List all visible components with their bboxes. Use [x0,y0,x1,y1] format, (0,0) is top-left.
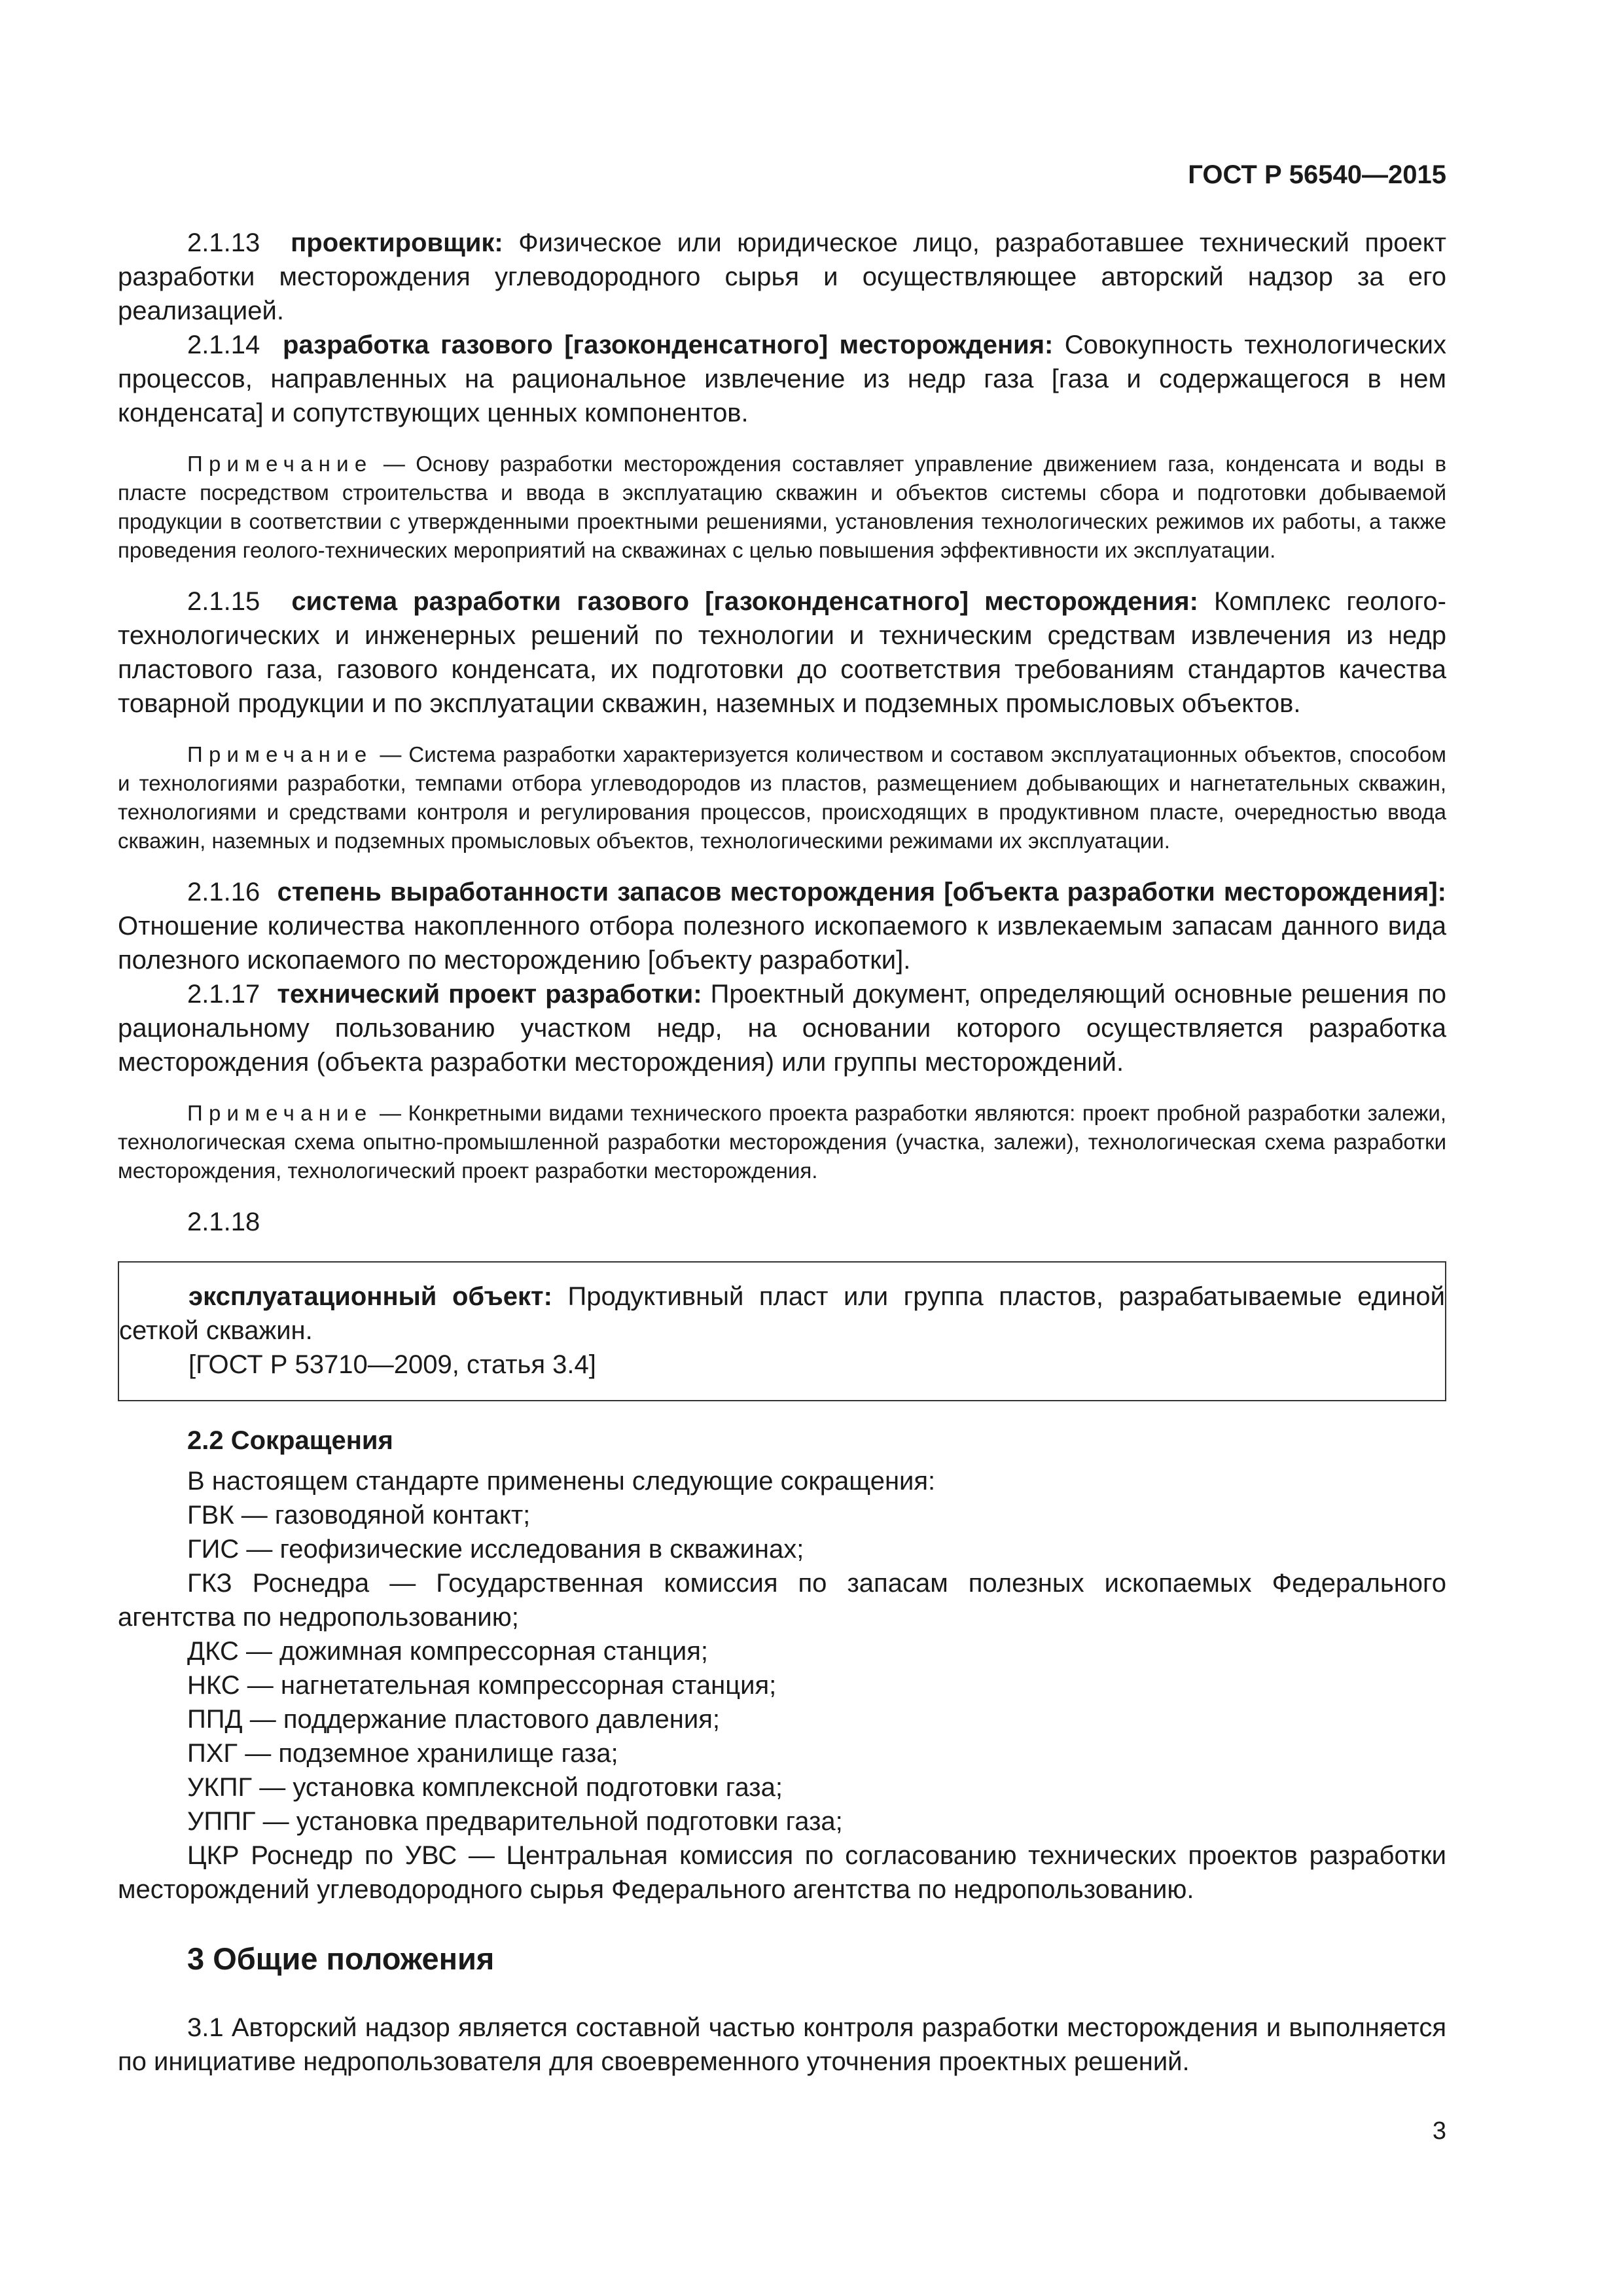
entry-term: эксплуатационный объект: [188,1282,552,1311]
entry-text: Продуктивный пласт или группа пластов, разрабатываемые единой сеткой скважин. [119,1282,1445,1345]
section-3-heading: 3 Общие положения [187,1941,495,1976]
abbreviation-item: ПХГ — подземное хранилище газа; [187,1739,618,1768]
note-label: Примечание [187,742,373,766]
abbreviations-list [118,1498,1446,1907]
abbreviation-item: УППГ — установка предварительной подготовки газа; [187,1807,843,1836]
entry-2-1-18-number: 2.1.18 [187,1208,260,1236]
definition-source: [ГОСТ Р 53710—2009, статья 3.4] [188,1350,596,1379]
abbreviation-item: НКС — нагнетательная компрессорная станция; [187,1671,777,1700]
abbreviation-item: ЦКР Роснедр по УВС — Центральная комиссия по согласованию технических проектов разработки месторождений углеводородного сырья Федерального агентства по недропользованию. [118,1841,1446,1904]
abbreviation-item: ГИС — геофизические исследования в скважинах; [187,1535,804,1564]
entry-text: Отношение количества накопленного отбора полезного ископаемого к извлекаемым запасам данного вида полезного ископаемого по месторождению [объекту разработки]. [118,912,1446,975]
entry-term: технический проект разработки: [277,980,702,1009]
note-1 [118,450,1446,565]
abbreviation-item: ГКЗ Роснедра — Государственная комиссия по запасам полезных ископаемых Федерального агентства по недропользованию; [118,1569,1446,1632]
section-2-2-heading: 2.2 Сокращения [187,1426,393,1455]
document-id: ГОСТ Р 56540—2015 [1188,160,1446,189]
entry-2-1-13 [118,226,1446,328]
abbreviations-intro: В настоящем стандарте применены следующие сокращения: [187,1467,936,1496]
abbreviation-item: УКПГ — установка комплексной подготовки газа; [187,1773,783,1802]
document-page [118,0,1446,2296]
entry-2-1-14 [118,328,1446,430]
entry-text: Физическое или юридическое лицо, разработавшее технический проект разработки месторождения углеводородного сырья и осуществляющее авторский надзор за его реализацией. [118,228,1446,325]
note-text: — Конкретными видами технического проекта разработки являются: проект пробной разработки залежи, технологическая схема опытно-промышленной разработки месторождения (участка, залежи), технологическая схема разработки месторождения, технологический проект разработки месторождения. [118,1101,1447,1183]
page-number: 3 [1432,2117,1446,2145]
entry-term: проектировщик: [291,228,503,257]
section-3-1-paragraph: 3.1 Авторский надзор является составной частью контроля разработки месторождения и выполняется по инициативе недропользователя для своевременного уточнения проектных решений. [118,2013,1446,2076]
entry-number: 2.1.14 [187,331,260,359]
entry-number: 2.1.13 [187,228,260,257]
abbreviation-item: ДКС — дожимная компрессорная станция; [187,1637,709,1666]
entry-number: 2.1.17 [187,980,260,1009]
entry-number: 2.1.16 [187,878,260,906]
page-content [118,226,1446,2079]
note-label: Примечание [187,452,373,476]
entry-text: Проектный документ, определяющий основные решения по рациональному пользованию участком недр, на основании которого осуществляется разработка месторождения (объекта разработки месторождения) или группы месторождений. [118,980,1447,1077]
entry-text: Совокупность технологических процессов, направленных на рациональное извлечение из недр газа [газа и содержащегося в нем конденсата] и сопутствующих ценных компонентов. [118,331,1446,427]
note-3 [118,1099,1446,1185]
entry-2-1-17 [118,977,1446,1079]
entry-2-1-15 [118,584,1446,721]
entry-text: Комплекс геолого-технологических и инженерных решений по технологии и техническим средствам извлечения из недр пластового газа, газового конденсата, их подготовки до соответствия требованиям стандартов качества товарной продукции и по эксплуатации скважин, наземных и подземных промысловых объектов. [118,587,1446,718]
entry-2-1-16 [118,875,1446,977]
abbreviation-item: ГВК — газоводяной контакт; [187,1501,531,1530]
entry-term: степень выработанности запасов месторождения [объекта разработки месторождения]: [277,878,1446,906]
note-label: Примечание [187,1101,373,1125]
entry-term: система разработки газового [газоконденсатного] месторождения: [291,587,1198,616]
entry-term: разработка газового [газоконденсатного] месторождения: [282,331,1054,359]
quoted-definition-box [118,1261,1446,1401]
abbreviation-item: ППД — поддержание пластового давления; [187,1705,721,1734]
note-text: — Основу разработки месторождения составляет управление движением газа, конденсата и воды в пласте посредством строительства и ввода в эксплуатацию скважин и объектов системы сбора и подготовки добываемой продукции в соответствии с утвержденными проектными решениями, установления технологических режимов их работы, а также проведения геолого-технических мероприятий на скважинах с целью повышения эффективности их эксплуатации. [118,452,1447,562]
entry-number: 2.1.15 [187,587,260,616]
entry-2-1-18 [119,1280,1445,1348]
note-2 [118,740,1446,855]
note-text: — Система разработки характеризуется количеством и составом эксплуатационных объектов, способом и технологиями разработки, темпами отбора углеводородов из пластов, размещением добывающих и нагнетательных скважин, технологиями и средствами контроля и регулирования процессов, происходящих в продуктивном пласте, очередностью ввода скважин, наземных и подземных промысловых объектов, технологическими режимами их эксплуатации. [118,742,1446,853]
